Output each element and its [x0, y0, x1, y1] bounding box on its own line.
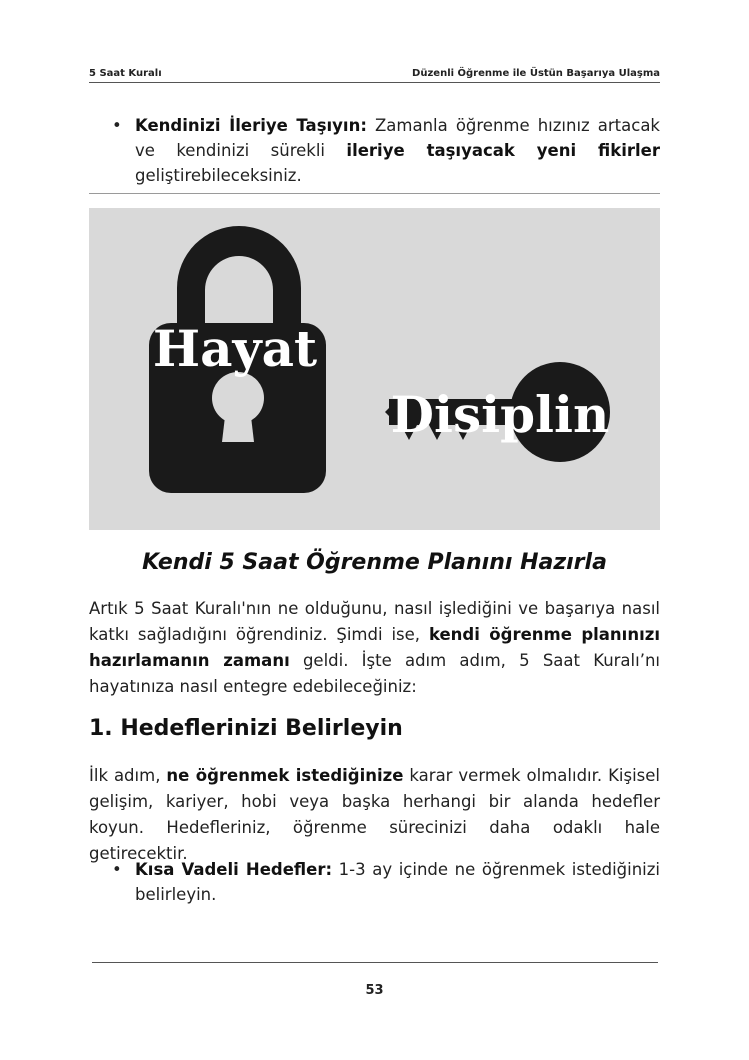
paragraph-intro — [89, 596, 660, 700]
section-divider — [89, 193, 660, 194]
bullet-bold-phrase: ileriye taşıyacak yeni fikirler — [346, 141, 660, 160]
bullet-bold-term: Kendinizi İleriye Taşıyın: — [135, 116, 367, 135]
lock-key-illustration — [89, 208, 660, 530]
paragraph-bold: kendi öğrenme planınızı hazırlamanın zamanı — [89, 625, 660, 670]
paragraph-text: İlk adım, — [89, 766, 167, 785]
padlock-icon — [149, 226, 326, 493]
paragraph-goals — [89, 763, 660, 867]
chapter-title: Kendi 5 Saat Öğrenme Planını Hazırla — [142, 550, 607, 575]
bullet-text — [135, 113, 660, 188]
header-book-title: 5 Saat Kuralı — [89, 68, 162, 79]
bullet-icon: • — [112, 860, 122, 879]
paragraph-text: Artık 5 Saat Kuralı'nın ne olduğunu, nasıl işlediğini ve başarıya nasıl katkı sağladığını öğrendiniz. Şimdi ise, — [89, 599, 660, 644]
bullet-item-short-term — [112, 857, 660, 907]
bullet-icon: • — [112, 116, 122, 135]
bullet-item-forward — [112, 113, 660, 188]
bullet-text-part: 1-3 ay içinde ne öğrenmek istediğinizi belirleyin. — [135, 860, 661, 904]
section-title: 1. Hedeflerinizi Belirleyin — [89, 716, 403, 741]
page-header — [89, 68, 660, 83]
paragraph-text: karar vermek olmalıdır. Kişisel gelişim, kariyer, hobi veya başka herhangi bir alanda hedefler koyun. Hedefleriniz, öğrenme sürecinizi daha odaklı hale getirecektir. — [89, 766, 660, 863]
page-number: 53 — [365, 983, 384, 998]
bullet-text-part: Zamanla öğrenme hızınız artacak ve kendinizi sürekli — [135, 116, 660, 160]
bullet-bold-term: Kısa Vadeli Hedefler: — [135, 860, 333, 879]
lock-word-text: Hayat — [152, 319, 318, 378]
paragraph-bold: ne öğrenmek istediğinize — [166, 766, 404, 785]
bullet-text-part: geliştirebileceksiniz. — [135, 166, 302, 185]
footer-divider — [92, 962, 658, 963]
key-word-text: Disiplin — [390, 385, 610, 444]
header-chapter-title: Düzenli Öğrenme ile Üstün Başarıya Ulaşma — [412, 68, 660, 79]
key-icon — [385, 362, 610, 462]
bullet-text — [135, 857, 660, 907]
paragraph-text: geldi. İşte adım adım, 5 Saat Kuralı’nı hayatınıza nasıl entegre edebileceğiniz: — [89, 651, 660, 696]
